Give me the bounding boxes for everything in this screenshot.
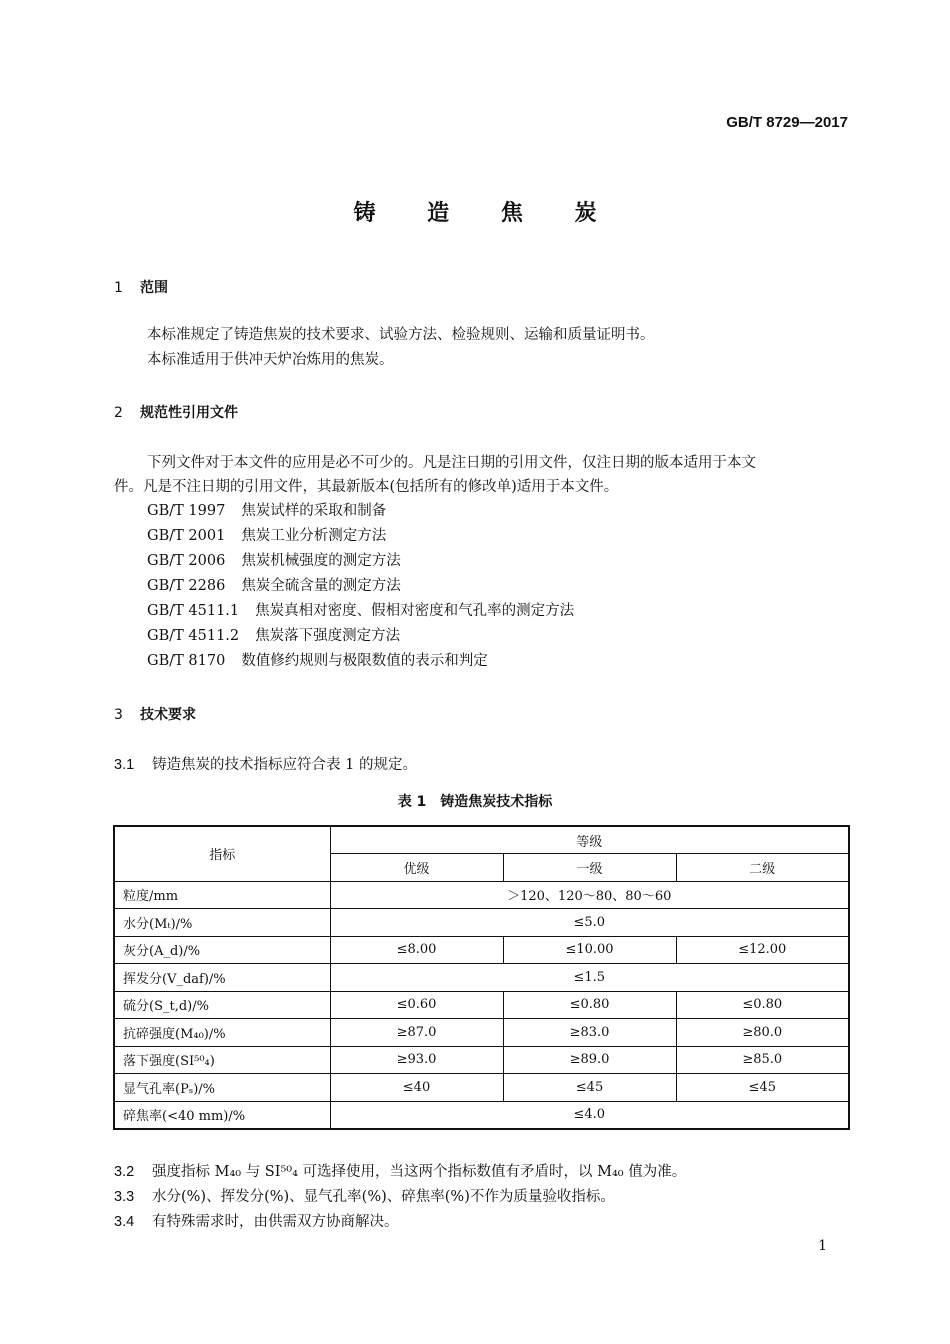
table-row <box>114 1101 849 1129</box>
section-title: 规范性引用文件 <box>140 405 238 421</box>
section-number: 2 <box>114 405 123 421</box>
row-merged-value: ≤1.5 <box>330 964 849 992</box>
row-value-grade-1: ≤0.60 <box>330 991 503 1019</box>
section-number: 3 <box>114 707 123 723</box>
references-intro-line-1: 下列文件对于本文件的应用是必不可少的。凡是注日期的引用文件，仅注日期的版本适用于本文 <box>147 455 756 471</box>
reference-title: 焦炭试样的采取和制备 <box>241 503 387 519</box>
references-intro-line-2: 件。凡是不注日期的引用文件，其最新版本(包括所有的修改单)适用于本文件。 <box>114 479 619 495</box>
reference-item <box>147 524 574 549</box>
row-value-grade-2: ≤45 <box>503 1074 676 1102</box>
reference-code: GB/T 8170 <box>147 653 226 669</box>
table-caption: 表 1 铸造焦炭技术指标 <box>397 794 553 810</box>
header-grade: 等级 <box>330 826 849 854</box>
section-title: 技术要求 <box>140 707 196 723</box>
reference-item <box>147 599 574 624</box>
reference-code: GB/T 2001 <box>147 528 226 544</box>
row-label: 抗碎强度(M₄₀)/% <box>114 1019 330 1047</box>
reference-code: GB/T 1997 <box>147 503 226 519</box>
table-row <box>114 881 849 909</box>
row-label: 灰分(A_d)/% <box>114 936 330 964</box>
row-label: 挥发分(V_daf)/% <box>114 964 330 992</box>
row-value-grade-2: ≥83.0 <box>503 1019 676 1047</box>
clause-3-1 <box>114 753 417 774</box>
table-row <box>114 1019 849 1047</box>
row-value-grade-1: ≤8.00 <box>330 936 503 964</box>
section-title: 范围 <box>140 280 168 296</box>
table-row <box>114 909 849 937</box>
clause-3-4 <box>114 1210 399 1231</box>
row-value-grade-3: ≤0.80 <box>676 991 849 1019</box>
standard-code: GB/T 8729—2017 <box>726 114 848 131</box>
reference-list <box>147 499 574 674</box>
reference-item <box>147 499 574 524</box>
reference-title: 焦炭工业分析测定方法 <box>241 528 387 544</box>
row-label: 硫分(S_t,d)/% <box>114 991 330 1019</box>
row-value-grade-2: ≥89.0 <box>503 1046 676 1074</box>
section-number: 1 <box>114 280 123 296</box>
reference-code: GB/T 2006 <box>147 553 226 569</box>
clause-number: 3.3 <box>114 1189 135 1205</box>
row-value-grade-3: ≥85.0 <box>676 1046 849 1074</box>
header-indicator: 指标 <box>114 826 330 881</box>
clause-text: 铸造焦炭的技术指标应符合表 1 的规定。 <box>152 757 417 773</box>
reference-title: 数值修约规则与极限数值的表示和判定 <box>241 653 488 669</box>
page-number: 1 <box>818 1238 827 1254</box>
section-1-heading <box>114 277 168 297</box>
table-header-row <box>114 826 849 854</box>
reference-code: GB/T 2286 <box>147 578 226 594</box>
reference-code: GB/T 4511.2 <box>147 628 240 644</box>
row-value-grade-1: ≥87.0 <box>330 1019 503 1047</box>
clause-number: 3.2 <box>114 1164 135 1180</box>
document-title: 铸 造 焦 炭 <box>353 201 619 226</box>
row-merged-value: ≤4.0 <box>330 1101 849 1129</box>
table-row <box>114 991 849 1019</box>
table-row <box>114 1046 849 1074</box>
row-label: 水分(Mₜ)/% <box>114 909 330 937</box>
clause-text: 水分(%)、挥发分(%)、显气孔率(%)、碎焦率(%)不作为质量验收指标。 <box>152 1189 615 1205</box>
row-value-grade-1: ≤40 <box>330 1074 503 1102</box>
row-label: 碎焦率(<40 mm)/% <box>114 1101 330 1129</box>
row-value-grade-3: ≤45 <box>676 1074 849 1102</box>
clause-number: 3.4 <box>114 1214 135 1230</box>
reference-code: GB/T 4511.1 <box>147 603 240 619</box>
clause-3-3 <box>114 1185 615 1206</box>
reference-item <box>147 624 574 649</box>
row-value-grade-1: ≥93.0 <box>330 1046 503 1074</box>
header-grade-2: 一级 <box>503 854 676 882</box>
reference-item <box>147 574 574 599</box>
scope-paragraph-2: 本标准适用于供冲天炉冶炼用的焦炭。 <box>147 352 394 368</box>
row-value-grade-3: ≤12.00 <box>676 936 849 964</box>
reference-title: 焦炭全硫含量的测定方法 <box>241 578 401 594</box>
reference-title: 焦炭落下强度测定方法 <box>255 628 401 644</box>
reference-item <box>147 649 574 674</box>
clause-text: 强度指标 M₄₀ 与 SI⁵⁰₄ 可选择使用，当这两个指标数值有矛盾时，以 M₄₀ 值为准。 <box>152 1164 687 1180</box>
section-3-heading <box>114 704 196 724</box>
reference-title: 焦炭机械强度的测定方法 <box>241 553 401 569</box>
row-value-grade-2: ≤0.80 <box>503 991 676 1019</box>
row-merged-value: ≤5.0 <box>330 909 849 937</box>
row-merged-value: ＞120、120～80、80～60 <box>330 881 849 909</box>
header-grade-1: 优级 <box>330 854 503 882</box>
row-label: 粒度/mm <box>114 881 330 909</box>
clause-text: 有特殊需求时，由供需双方协商解决。 <box>152 1214 399 1230</box>
reference-item <box>147 549 574 574</box>
row-value-grade-2: ≤10.00 <box>503 936 676 964</box>
table-row <box>114 936 849 964</box>
table-row <box>114 1074 849 1102</box>
row-label: 显气孔率(Pₛ)/% <box>114 1074 330 1102</box>
reference-title: 焦炭真相对密度、假相对密度和气孔率的测定方法 <box>255 603 575 619</box>
clause-3-2 <box>114 1160 686 1181</box>
row-value-grade-3: ≥80.0 <box>676 1019 849 1047</box>
row-label: 落下强度(SI⁵⁰₄) <box>114 1046 330 1074</box>
header-grade-3: 二级 <box>676 854 849 882</box>
scope-paragraph-1: 本标准规定了铸造焦炭的技术要求、试验方法、检验规则、运输和质量证明书。 <box>147 327 655 343</box>
table-row <box>114 964 849 992</box>
technical-indicator-table <box>113 825 850 1130</box>
section-2-heading <box>114 402 238 422</box>
clause-number: 3.1 <box>114 757 135 773</box>
